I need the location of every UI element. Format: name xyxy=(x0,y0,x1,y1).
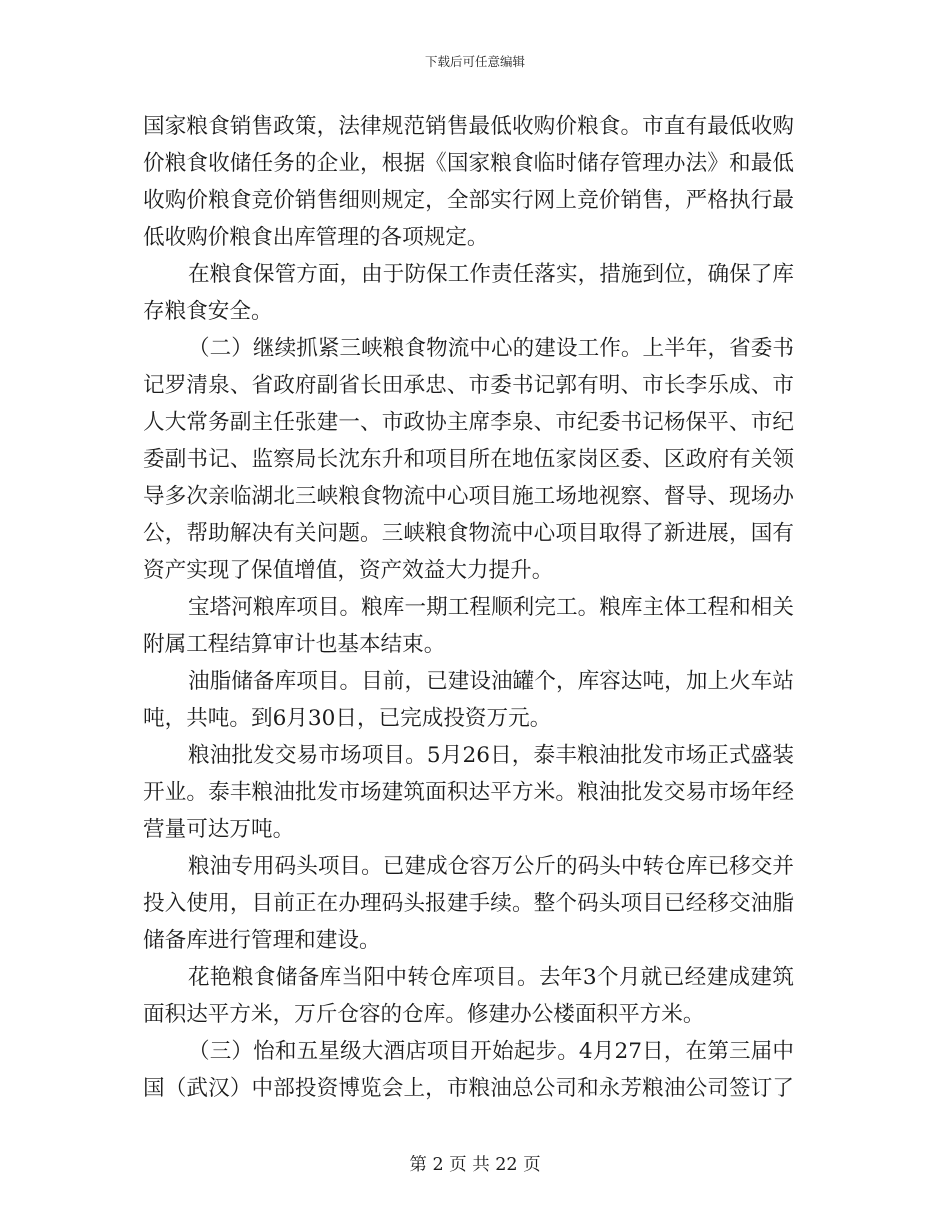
text-line: 导多次亲临湖北三峡粮食物流中心项目施工场地视察、督导、现场办 xyxy=(143,484,794,509)
text-line: 委副书记、监察局长沈东升和项目所在地伍家岗区委、区政府有关领 xyxy=(143,447,794,472)
text-line: 低收购价粮食出库管理的各项规定。 xyxy=(143,225,489,250)
text-line: 吨，共吨。到6月30日，已完成投资万元。 xyxy=(143,706,552,731)
paragraph xyxy=(143,1033,794,1107)
paragraph xyxy=(143,737,794,848)
text-line: 国家粮食销售政策，法律规范销售最低收购价粮食。市直有最低收购 xyxy=(143,114,794,139)
text-line: 储备库进行管理和建设。 xyxy=(143,928,381,953)
text-line: 收购价粮食竞价销售细则规定，全部实行网上竞价销售，严格执行最 xyxy=(143,188,794,213)
paragraph xyxy=(143,108,794,256)
page-header-note: 下载后可任意编辑 xyxy=(424,54,525,69)
text-line: 记罗清泉、省政府副省长田承忠、市委书记郭有明、市长李乐成、市 xyxy=(143,373,794,398)
text-line: （二）继续抓紧三峡粮食物流中心的建设工作。上半年，省委书 xyxy=(188,336,794,361)
text-line: 资产实现了保值增值，资产效益大力提升。 xyxy=(143,558,554,583)
text-line: 国（武汉）中部投资博览会上，市粮油总公司和永芳粮油公司签订了 xyxy=(143,1076,794,1101)
paragraph xyxy=(143,256,794,330)
text-line: 人大常务副主任张建一、市政协主席李泉、市纪委书记杨保平、市纪 xyxy=(143,410,794,435)
document-body xyxy=(143,108,794,1107)
text-line: 价粮食收储任务的企业，根据《国家粮食临时储存管理办法》和最低 xyxy=(143,151,794,176)
text-line: 存粮食安全。 xyxy=(143,299,273,324)
text-line: 开业。泰丰粮油批发市场建筑面积达平方米。粮油批发交易市场年经 xyxy=(143,780,794,805)
text-line: 面积达平方米，万斤仓容的仓库。修建办公楼面积平方米。 xyxy=(143,1002,705,1027)
paragraph xyxy=(143,848,794,959)
paragraph xyxy=(143,959,794,1033)
text-line: 公，帮助解决有关问题。三峡粮食物流中心项目取得了新进展，国有 xyxy=(143,521,794,546)
text-line: 在粮食保管方面，由于防保工作责任落实，措施到位，确保了库 xyxy=(188,262,794,287)
text-line: 营量可达万吨。 xyxy=(143,817,295,842)
text-line: 粮油专用码头项目。已建成仓容万公斤的码头中转仓库已移交并 xyxy=(188,854,794,879)
text-line: 粮油批发交易市场项目。5月26日，泰丰粮油批发市场正式盛装 xyxy=(188,743,794,768)
paragraph xyxy=(143,589,794,663)
text-line: 油脂储备库项目。目前，已建设油罐个，库容达吨，加上火车站 xyxy=(188,669,794,694)
paragraph xyxy=(143,663,794,737)
paragraph xyxy=(143,330,794,589)
text-line: 附属工程结算审计也基本结束。 xyxy=(143,632,446,657)
text-line: 宝塔河粮库项目。粮库一期工程顺利完工。粮库主体工程和相关 xyxy=(188,595,794,620)
text-line: 花艳粮食储备库当阳中转仓库项目。去年3个月就已经建成建筑 xyxy=(188,965,794,990)
text-line: （三）怡和五星级大酒店项目开始起步。4月27日，在第三届中 xyxy=(188,1039,794,1064)
text-line: 投入使用，目前正在办理码头报建手续。整个码头项目已经移交油脂 xyxy=(143,891,794,916)
page-number-footer: 第 2 页 共 22 页 xyxy=(409,1155,541,1175)
